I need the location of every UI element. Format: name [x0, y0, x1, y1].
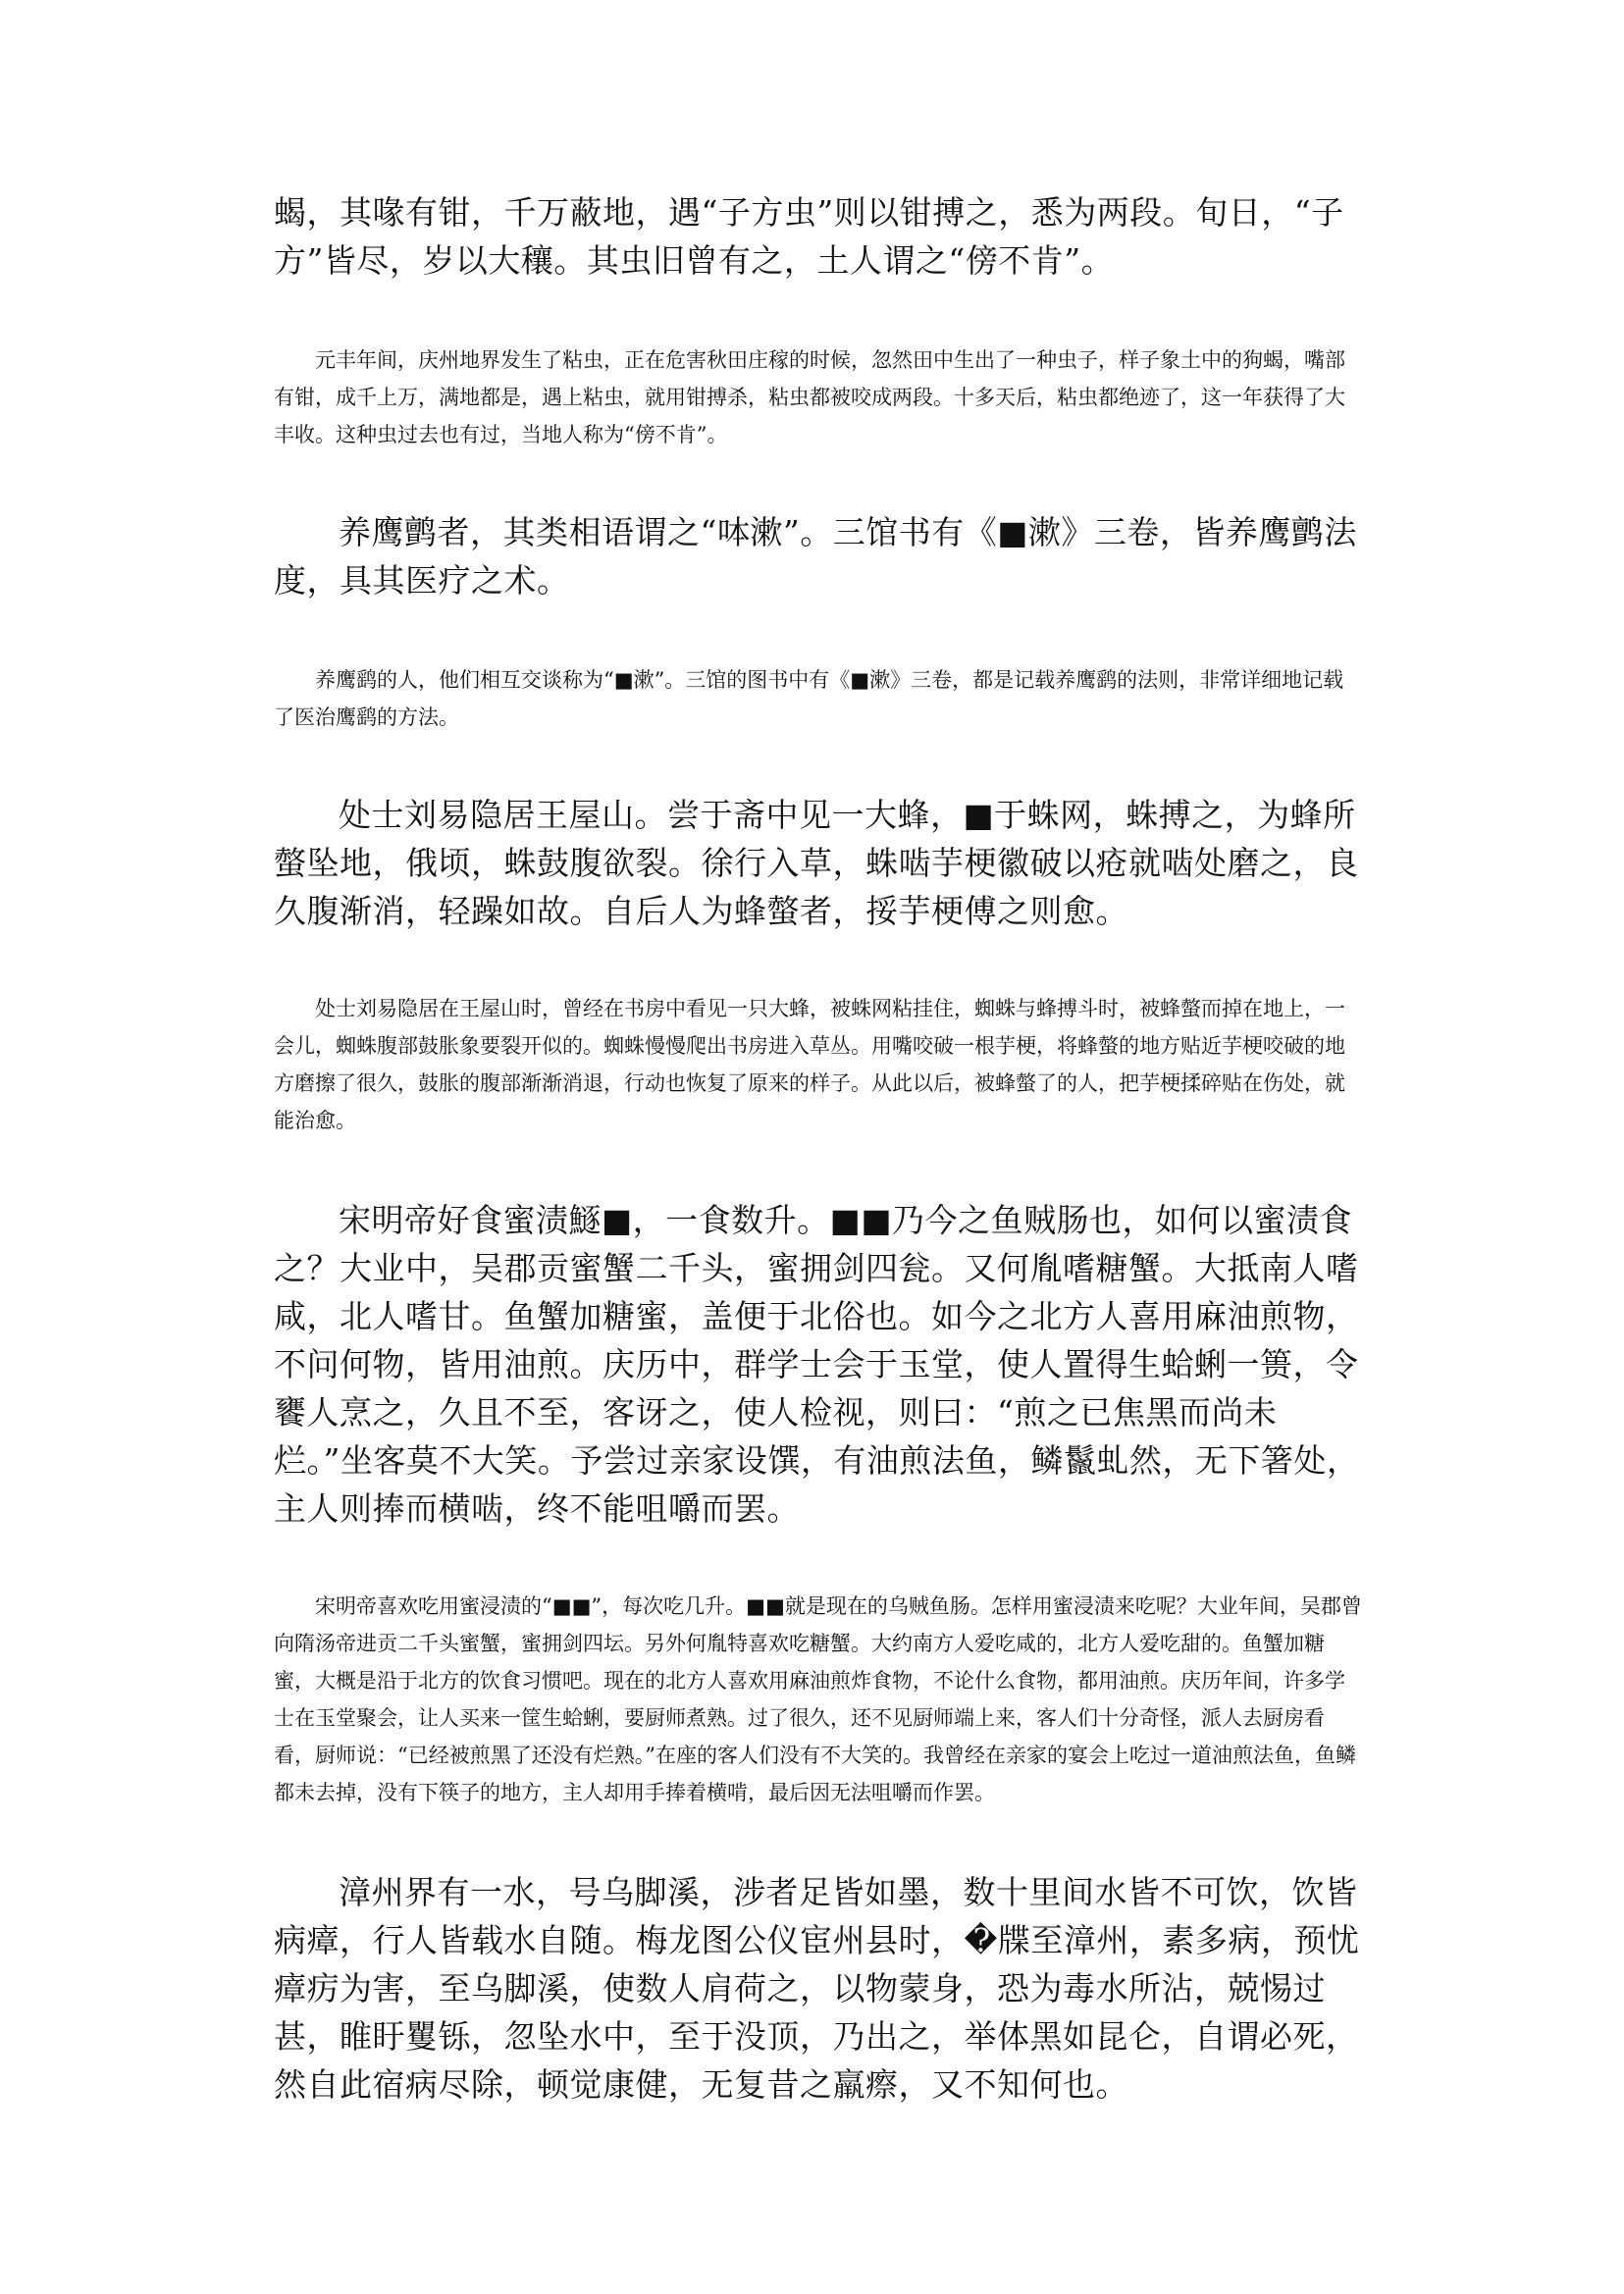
classical-text-paragraph: 蝎，其喙有钳，千万蔽地，遇“子方虫”则以钳搏之，悉为两段。旬日，“子方”皆尽，岁以大穰。其虫旧曾有之，土人谓之“傍不肯”。 — [274, 193, 1344, 280]
translation-paragraph: 处士刘易隐居在王屋山时，曾经在书房中看见一只大蜂，被蛛网粘挂住，蜘蛛与蜂搏斗时，被蜂螫而掉在地上，一会儿，蜘蛛腹部鼓胀象要裂开似的。蜘蛛慢慢爬出书房进入草丛。用嘴咬破一根芋梗，将蜂螫的地方贴近芋梗咬破的地方磨擦了很久，鼓胀的腹部渐渐消退，行动也恢复了原来的样子。从此以后，被蜂螫了的人，把芋梗揉碎贴在伤处，就能治愈。 — [274, 997, 1345, 1132]
document-page — [274, 188, 1363, 2109]
translation-paragraph: 养鹰鹞的人，他们相互交谈称为“■漱”。三馆的图书中有《■漱》三卷，都是记载养鹰鹞的法则，非常详细地记载了医治鹰鹞的方法。 — [274, 668, 1344, 729]
translation-paragraph: 宋明帝喜欢吃用蜜浸渍的“■■”，每次吃几升。■■就是现在的乌贼鱼肠。怎样用蜜浸渍来吃呢？大业年间，吴郡曾向隋汤帝进贡二千头蜜蟹，蜜拥剑四坛。另外何胤特喜欢吃糖蟹。大约南方人爱吃咸的，北方人爱吃甜的。鱼蟹加糖蜜，大概是沿于北方的饮食习惯吧。现在的北方人喜欢用麻油煎炸食物，不论什么食物，都用油煎。庆历年间，许多学士在玉堂聚会，让人买来一筐生蛤蜊，要厨师煮熟。过了很久，还不见厨师端上来，客人们十分奇怪，派人去厨房看看，厨师说：“已经被煎黑了还没有烂熟。”在座的客人们没有不大笑的。我曾经在亲家的宴会上吃过一道油煎法鱼，鱼鳞都未去掉，没有下筷子的地方，主人却用手捧着横啃，最后因无法咀嚼而作罢。 — [274, 1594, 1362, 1804]
translation-paragraph: 元丰年间，庆州地界发生了粘虫，正在危害秋田庄稼的时候，忽然田中生出了一种虫子，样子象土中的狗蝎，嘴部有钳，成千上万，满地都是，遇上粘虫，就用钳搏杀，粘虫都被咬成两段。十多天后，粘虫都绝迹了，这一年获得了大丰收。这种虫过去也有过，当地人称为“傍不肯”。 — [274, 348, 1345, 446]
classical-text-paragraph: 漳州界有一水，号乌脚溪，涉者足皆如墨，数十里间水皆不可饮，饮皆病瘴，行人皆载水自随。梅龙图公仪宦州县时，�牒至漳州，素多病，预忧瘴疠为害，至乌脚溪，使数人肩荷之，以物蒙身，恐为毒水所沾，兢惕过甚，睢盱矍铄，忽坠水中，至于没顶，乃出之，举体黑如昆仑，自谓必死，然自此宿病尽除，顿觉康健，无复昔之羸瘵，又不知何也。 — [274, 1873, 1360, 2104]
classical-text-paragraph: 处士刘易隐居王屋山。尝于斋中见一大蜂，■于蛛网，蛛搏之，为蜂所螫坠地，俄顷，蛛鼓腹欲裂。徐行入草，蛛啮芋梗徽破以疮就啮处磨之，良久腹渐消，轻躁如故。自后人为蜂螫者，挼芋梗傅之则愈。 — [274, 796, 1359, 930]
classical-text-paragraph: 养鹰鹯者，其类相语谓之“呠漱”。三馆书有《■漱》三卷，皆养鹰鹯法度，具其医疗之术。 — [274, 513, 1357, 600]
classical-text-paragraph: 宋明帝好食蜜渍鱁■，一食数升。■■乃今之鱼贼肠也，如何以蜜渍食之？大业中，吴郡贡蜜蟹二千头，蜜拥剑四瓮。又何胤嗜糖蟹。大抵南人嗜咸，北人嗜甘。鱼蟹加糖蜜，盖便于北俗也。如今之北方人喜用麻油煎物，不问何物，皆用油煎。庆历中，群学士会于玉堂，使人置得生蛤蜊一篑，令饔人烹之，久且不至，客讶之，使人检视，则曰：“煎之已焦黑而尚未烂。”坐客莫不大笑。予尝过亲家设馔，有油煎法鱼，鳞鬣虬然，无下箸处，主人则捧而横啮，终不能咀嚼而罢。 — [274, 1201, 1360, 1528]
